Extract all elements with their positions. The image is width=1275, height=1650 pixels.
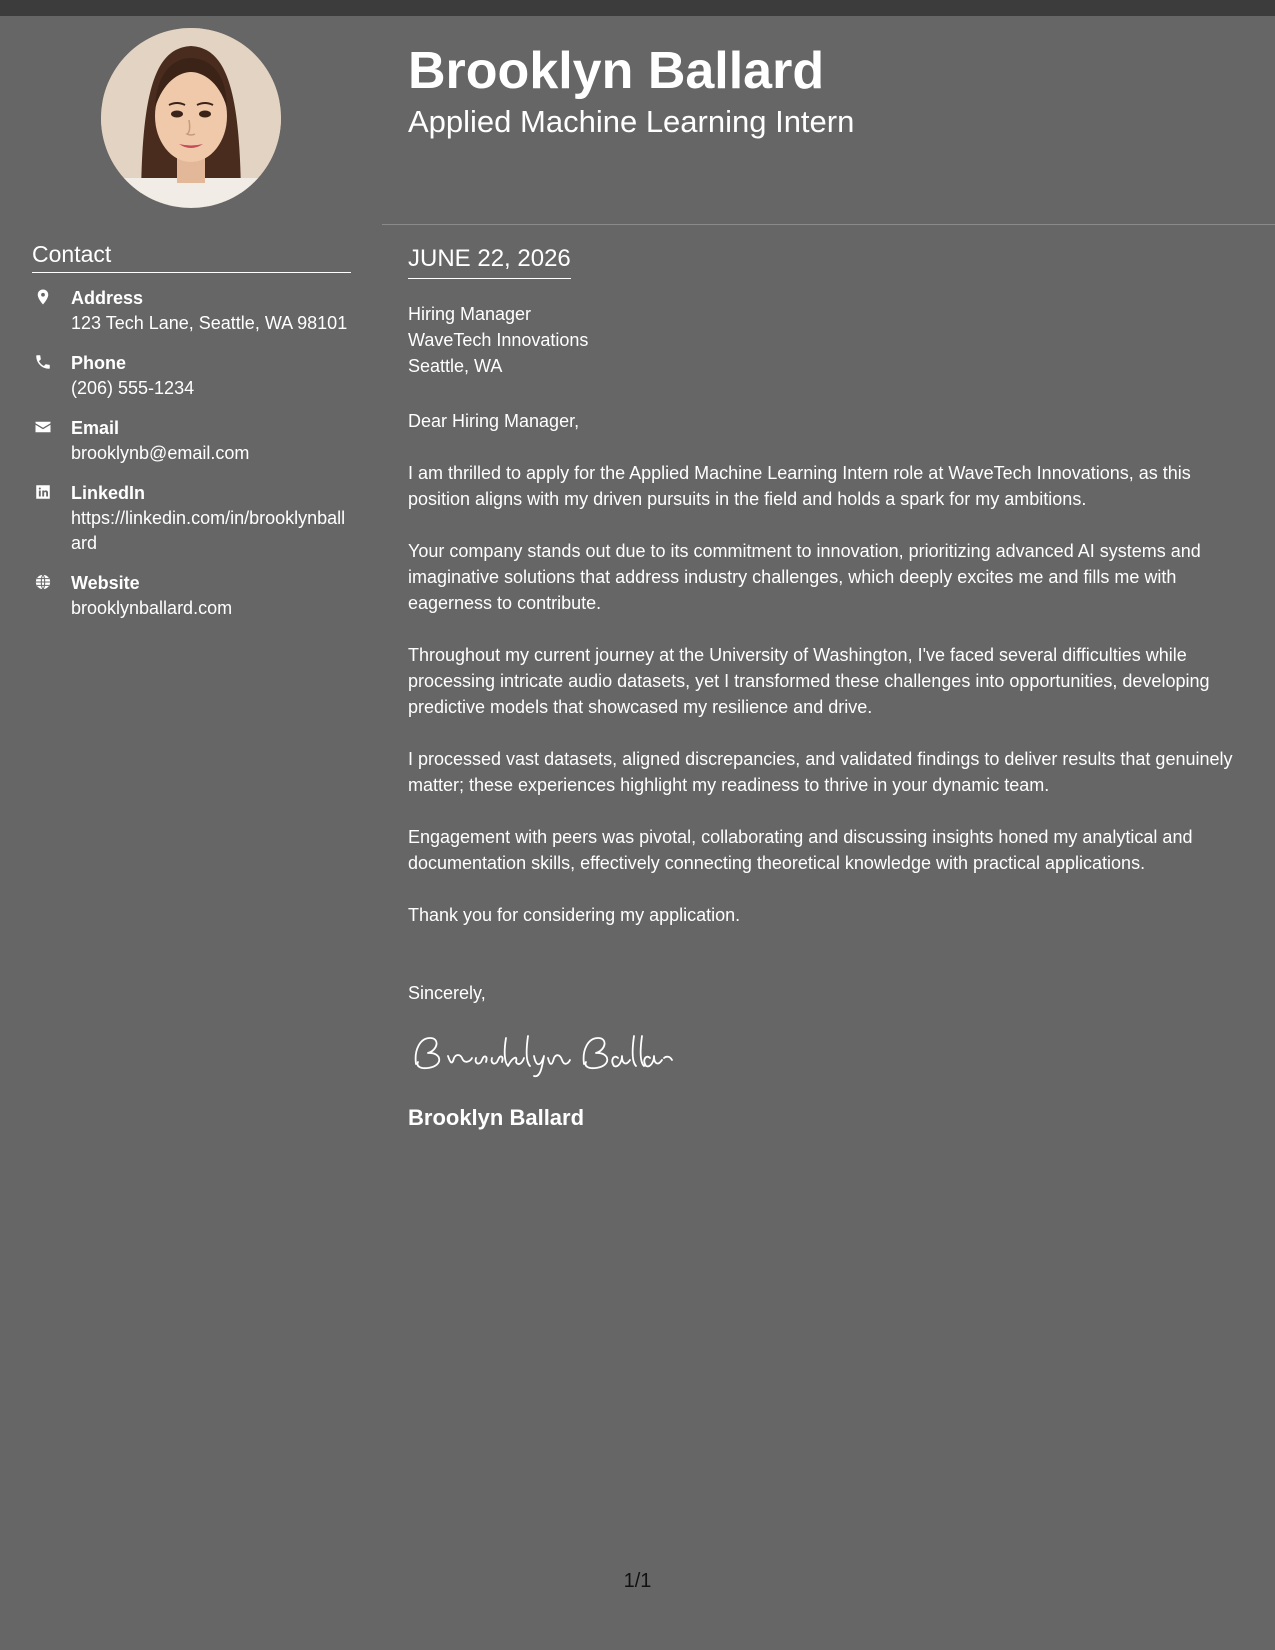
contact-label: Email (71, 418, 120, 438)
letter-paragraph: Throughout my current journey at the University of Washington, I've faced several difficulties while processing intricate audio datasets, yet I transformed these challenges into opportunities, developing predictive models that showcased my resilience and drive. (408, 645, 1210, 717)
envelope-icon (34, 418, 52, 436)
letter-paragraph: I am thrilled to apply for the Applied Machine Learning Intern role at WaveTech Innovations, as this position aligns with my driven pursuits in the field and holds a spark for my ambitions. (408, 463, 1191, 509)
applicant-name: Brooklyn Ballard (408, 42, 825, 100)
header-divider (382, 224, 1275, 225)
linkedin-icon (34, 483, 52, 501)
website-value[interactable]: brooklynballard.com (71, 598, 233, 618)
contact-phone (32, 351, 351, 401)
globe-icon (34, 573, 52, 591)
email-value[interactable]: brooklynb@email.com (71, 443, 250, 463)
contact-heading: Contact (32, 241, 351, 273)
letter-paragraph: Your company stands out due to its commitment to innovation, prioritizing advanced AI systems and imaginative solutions that address industry challenges, which deeply excites me and fills me with eagerness to contribute. (408, 541, 1201, 613)
address-value: 123 Tech Lane, Seattle, WA 98101 (71, 313, 348, 333)
contact-list (32, 286, 351, 636)
phone-icon (34, 353, 52, 371)
map-pin-icon (34, 288, 52, 306)
recipient-line: WaveTech Innovations (408, 330, 589, 350)
letter-paragraph: I processed vast datasets, aligned discrepancies, and validated findings to deliver results that genuinely matter; these experiences highlight my readiness to thrive in your dynamic team. (408, 749, 1233, 795)
letter-date: JUNE 22, 2026 (408, 244, 571, 279)
contact-website (32, 571, 351, 621)
handwritten-signature (408, 1028, 1253, 1080)
contact-label: Address (71, 288, 144, 308)
recipient-block (408, 301, 1253, 379)
letter-body (408, 244, 1253, 1132)
sidebar (0, 16, 382, 1576)
contact-email (32, 416, 351, 466)
signer-name: Brooklyn Ballard (408, 1105, 585, 1130)
salutation: Dear Hiring Manager, (408, 411, 580, 431)
profile-photo (101, 28, 281, 208)
closing: Sincerely, (408, 983, 486, 1003)
contact-linkedin (32, 481, 351, 556)
recipient-line: Hiring Manager (408, 304, 532, 324)
job-title: Applied Machine Learning Intern (408, 104, 855, 139)
top-bar (0, 0, 1275, 16)
phone-value: (206) 555-1234 (71, 378, 195, 398)
letter-paragraph: Engagement with peers was pivotal, collaborating and discussing insights honed my analytical and documentation skills, effectively connecting theoretical knowledge with practical applications. (408, 827, 1193, 873)
contact-label: Website (71, 573, 140, 593)
contact-label: Phone (71, 353, 127, 373)
recipient-line: Seattle, WA (408, 356, 503, 376)
page-number: 1/1 (623, 1570, 652, 1592)
contact-address (32, 286, 351, 336)
contact-label: LinkedIn (71, 483, 146, 503)
linkedin-value[interactable]: https://linkedin.com/in/brooklynballard (71, 508, 346, 553)
letter-paragraph: Thank you for considering my application. (408, 905, 741, 925)
